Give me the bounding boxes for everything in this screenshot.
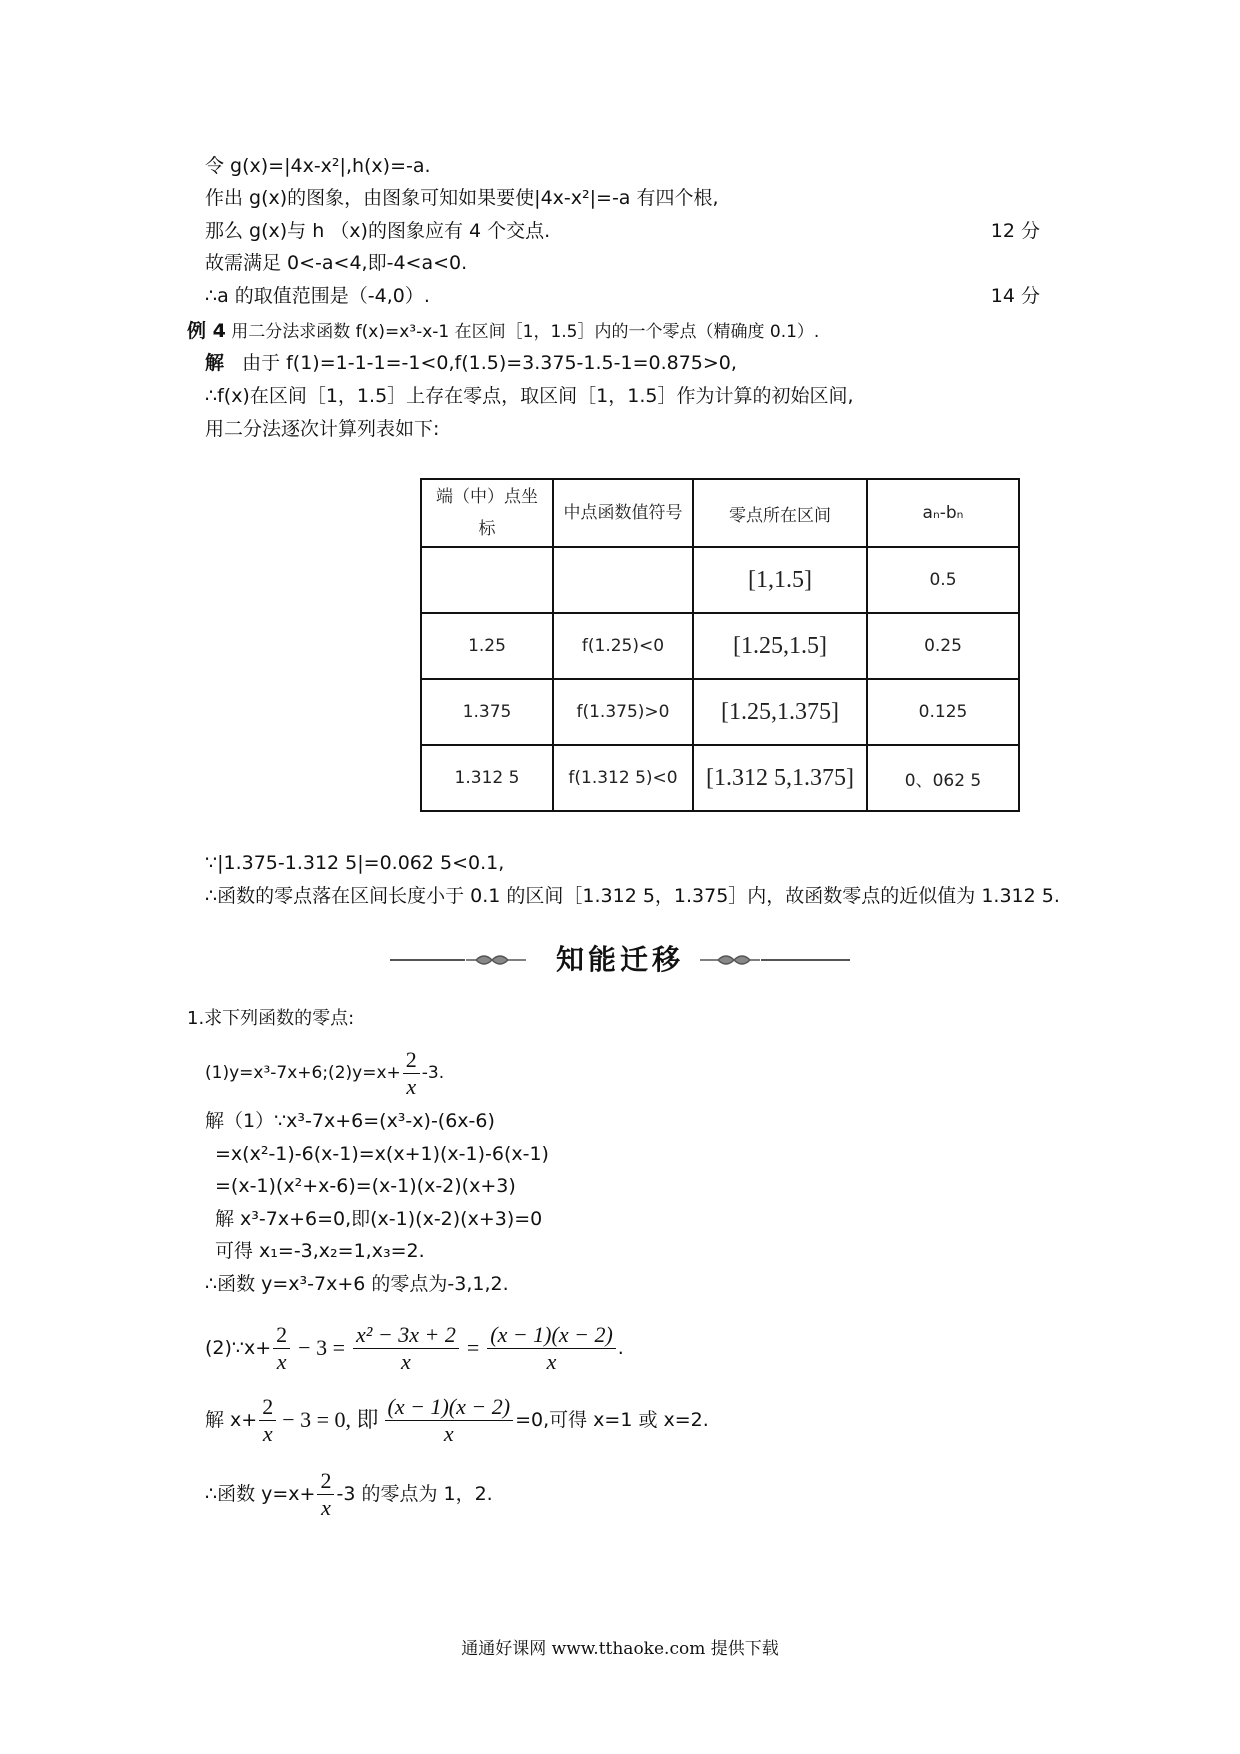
fraction-numerator: (x − 1)(x − 2): [487, 1322, 616, 1349]
table-cell: 1.312 5: [421, 745, 553, 811]
text-line: 故需满足 0<-a<4,即-4<a<0.: [205, 252, 468, 274]
question-parts: [205, 1046, 444, 1100]
fraction-denominator: x: [401, 1348, 411, 1374]
fraction-denominator: x: [321, 1494, 331, 1520]
fraction: [385, 1394, 514, 1447]
table-row: [421, 745, 1019, 811]
text-line: 那么 g(x)与 h （x)的图象应有 4 个交点.: [205, 220, 551, 242]
fraction-denominator: x: [276, 1348, 287, 1374]
text-line: 可得 x₁=-3,x₂=1,x₃=2.: [215, 1240, 425, 1262]
text-line: 作出 g(x)的图象，由图象可知如果要使|4x-x²|=-a 有四个根,: [205, 187, 719, 209]
table-row: [421, 613, 1019, 679]
table-cell: f(1.312 5)<0: [553, 745, 693, 811]
equation-text: .: [617, 1337, 624, 1359]
solution-text: 由于 f(1)=1-1-1=-1<0,f(1.5)=3.375-1.5-1=0.875>0,: [242, 352, 737, 374]
table-cell: 0.25: [867, 613, 1019, 679]
solution-line: [205, 350, 737, 376]
question-title: 1.求下列函数的零点:: [187, 1008, 355, 1029]
divider-title: 知能迁移: [555, 943, 684, 976]
bisection-table: [420, 478, 1020, 812]
score-label: 14 分: [990, 285, 1040, 307]
equation-line: [205, 1320, 624, 1376]
fraction-denominator: x: [546, 1348, 557, 1374]
fraction: [403, 1047, 420, 1100]
table-cell: [1,1.5]: [693, 547, 867, 613]
fraction: [259, 1394, 276, 1447]
fraction-numerator: 2: [259, 1394, 276, 1421]
table-header: 中点函数值符号: [553, 479, 693, 547]
text-line: 解 x³-7x+6=0,即(x-1)(x-2)(x+3)=0: [215, 1208, 543, 1230]
text-line: ∴函数的零点落在区间长度小于 0.1 的区间［1.312 5，1.375］内，故函数零点的近似值为 1.312 5.: [205, 885, 1060, 907]
equation-text: =0,可得 x=1 或 x=2.: [515, 1409, 709, 1431]
table-cell: 1.25: [421, 613, 553, 679]
text-line: 用二分法逐次计算列表如下:: [205, 418, 440, 440]
equation-text: =: [466, 1335, 480, 1360]
fraction: [317, 1468, 334, 1521]
text-line: =x(x²-1)-6(x-1)=x(x+1)(x-1)-6(x-1): [215, 1143, 549, 1165]
question-text: -3.: [421, 1063, 445, 1083]
fraction-denominator: x: [443, 1420, 454, 1446]
table-header-row: [421, 479, 1019, 547]
text-line: =(x-1)(x²+x-6)=(x-1)(x-2)(x+3): [215, 1175, 516, 1197]
fraction-numerator: x² − 3x + 2: [353, 1322, 459, 1349]
table-cell: [1.312 5,1.375]: [693, 745, 867, 811]
text-line: ∵|1.375-1.312 5|=0.062 5<0.1,: [205, 852, 505, 874]
ornament-icon: [700, 952, 760, 968]
table-header: 端（中）点坐标: [421, 479, 553, 547]
table-cell: 0.5: [867, 547, 1019, 613]
text-line: 令 g(x)=|4x-x²|,h(x)=-a.: [205, 155, 431, 177]
table-cell: f(1.25)<0: [553, 613, 693, 679]
divider-line: [761, 959, 850, 961]
text-line: ∴函数 y=x³-7x+6 的零点为-3,1,2.: [205, 1273, 509, 1295]
question-text: (1)y=x³-7x+6;(2)y=x+: [205, 1063, 401, 1083]
fraction: [353, 1322, 459, 1375]
example-label: 例 4: [187, 320, 226, 342]
table-cell: f(1.375)>0: [553, 679, 693, 745]
table-cell: [1.25,1.5]: [693, 613, 867, 679]
text-line: ∴a 的取值范围是（-4,0）.: [205, 285, 430, 307]
fraction-denominator: x: [262, 1420, 273, 1446]
text-line: ∴f(x)在区间［1，1.5］上存在零点，取区间［1，1.5］作为计算的初始区间,: [205, 385, 854, 407]
fraction-numerator: 2: [403, 1047, 420, 1074]
table-row: [421, 547, 1019, 613]
solution-label: 解: [205, 352, 225, 374]
table-cell: 0.125: [867, 679, 1019, 745]
score-label: 12 分: [990, 220, 1040, 242]
section-divider: [390, 940, 850, 980]
fraction: [273, 1322, 290, 1375]
fraction-numerator: 2: [273, 1322, 290, 1349]
fraction-numerator: (x − 1)(x − 2): [385, 1394, 514, 1421]
equation-text: ∴函数 y=x+: [205, 1483, 316, 1505]
fraction-denominator: x: [406, 1073, 417, 1099]
example-problem-text: 用二分法求函数 f(x)=x³-x-1 在区间［1，1.5］内的一个零点（精确度 0.1）.: [231, 322, 820, 342]
table-header: aₙ-bₙ: [867, 479, 1019, 547]
equation-text: − 3 = 0, 即: [282, 1407, 379, 1432]
table-cell: [421, 547, 553, 613]
footer-text: 通通好课网 www.tthaoke.com 提供下载: [461, 1639, 779, 1659]
example-problem: [187, 318, 819, 345]
equation-line: [205, 1392, 709, 1448]
equation-text: 解 x+: [205, 1409, 258, 1431]
table-header: 零点所在区间: [693, 479, 867, 547]
table-cell: [1.25,1.375]: [693, 679, 867, 745]
equation-line: [205, 1466, 493, 1522]
table-row: [421, 679, 1019, 745]
fraction: [487, 1322, 616, 1375]
equation-text: − 3 =: [298, 1335, 345, 1360]
table-cell: 0、062 5: [867, 745, 1019, 811]
table-cell: [553, 547, 693, 613]
fraction-numerator: 2: [317, 1468, 334, 1495]
equation-text: -3 的零点为 1，2.: [336, 1483, 493, 1505]
equation-text: (2)∵x+: [205, 1337, 272, 1359]
table-cell: 1.375: [421, 679, 553, 745]
text-line: 解（1）∵x³-7x+6=(x³-x)-(6x-6): [205, 1110, 495, 1132]
